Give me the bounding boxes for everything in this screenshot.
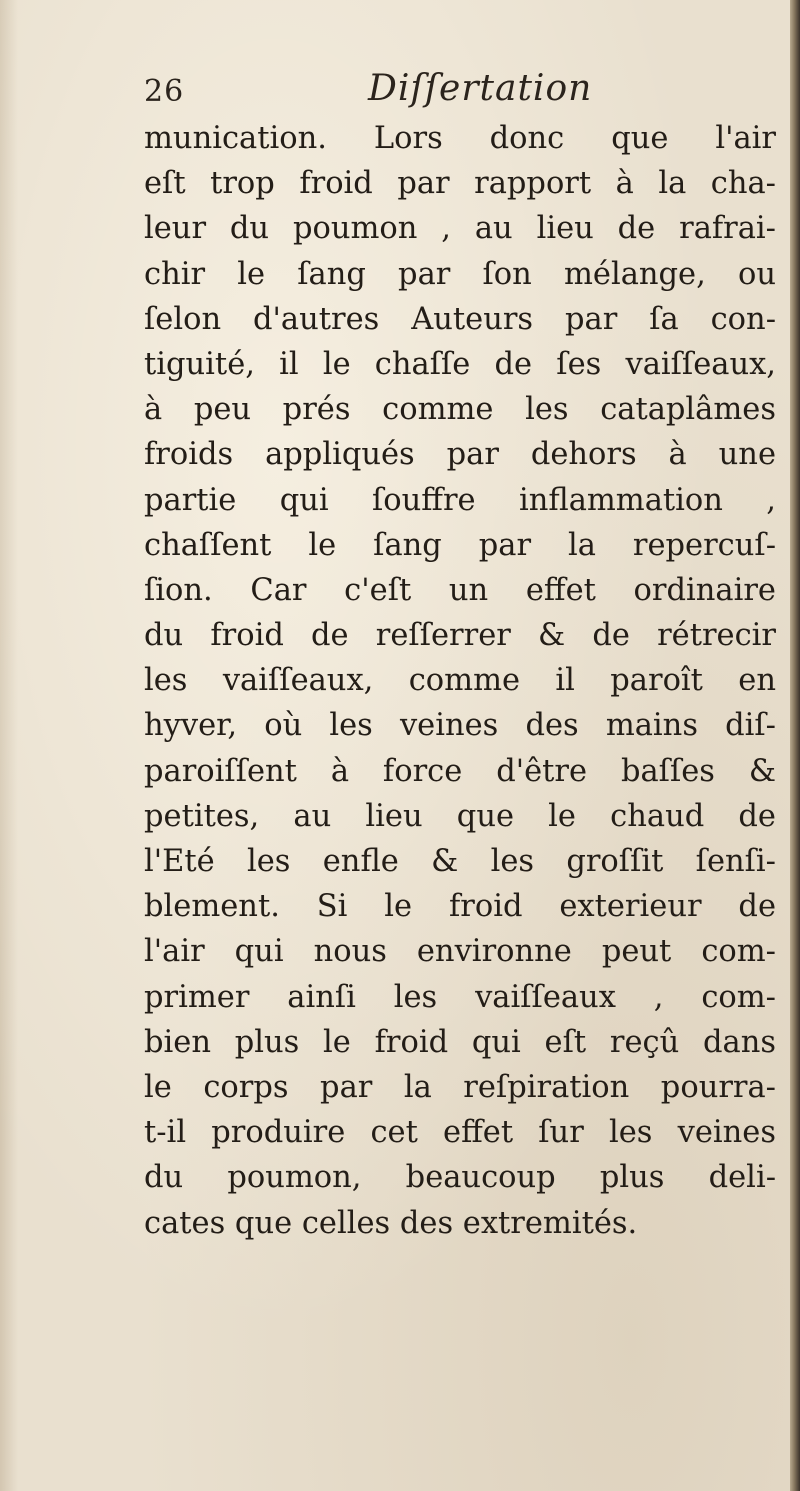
- text-line: du froid de reſſerrer & de rétrecir: [144, 618, 776, 654]
- text-line: munication. Lors donc que l'air: [144, 121, 776, 156]
- body-text: [144, 116, 776, 1246]
- page-number: 26: [144, 74, 185, 109]
- text-line: les vaiſſeaux, comme il paroît en: [144, 663, 776, 699]
- text-line: chir le ſang par ſon mélange, ou: [144, 256, 776, 292]
- text-line: paroiſſent à force d'être baſſes &: [144, 753, 776, 789]
- text-line: petites, au lieu que le chaud de: [144, 798, 776, 834]
- text-line: primer ainſi les vaiſſeaux , com-: [144, 979, 776, 1015]
- text-line: l'air qui nous environne peut com-: [144, 934, 776, 970]
- text-line: chaſſent le ſang par la repercuſ-: [144, 527, 776, 563]
- text-line: tiguité, il le chaſſe de ſes vaiſſeaux,: [144, 346, 776, 382]
- text-line: blement. Si le froid exterieur de: [144, 889, 776, 925]
- text-line: partie qui ſouffre inflammation ,: [144, 482, 776, 518]
- running-title: Diſſertation: [368, 68, 593, 109]
- text-line: leur du poumon , au lieu de rafrai-: [144, 211, 776, 247]
- text-line: du poumon, beaucoup plus deli-: [144, 1160, 776, 1196]
- text-line: cates que celles des extremités.: [144, 1205, 638, 1241]
- text-line: t-il produire cet effet ſur les veines: [144, 1115, 776, 1151]
- text-line: ſelon d'autres Auteurs par ſa con-: [144, 301, 776, 337]
- text-line: le corps par la reſpiration pourra-: [144, 1069, 776, 1105]
- text-line: bien plus le froid qui eſt reçû dans: [144, 1024, 776, 1060]
- text-line: à peu prés comme les cataplâmes: [144, 392, 776, 428]
- text-line: froids appliqués par dehors à une: [144, 437, 776, 473]
- page-header: [144, 68, 764, 118]
- text-line: eſt trop froid par rapport à la cha-: [144, 166, 776, 202]
- text-line: ſion. Car c'eſt un effet ordinaire: [144, 572, 776, 608]
- page-edge: [790, 0, 800, 1491]
- text-line: l'Eté les enfle & les groſſit ſenſi-: [144, 844, 776, 879]
- text-line: hyver, où les veines des mains diſ-: [144, 708, 776, 744]
